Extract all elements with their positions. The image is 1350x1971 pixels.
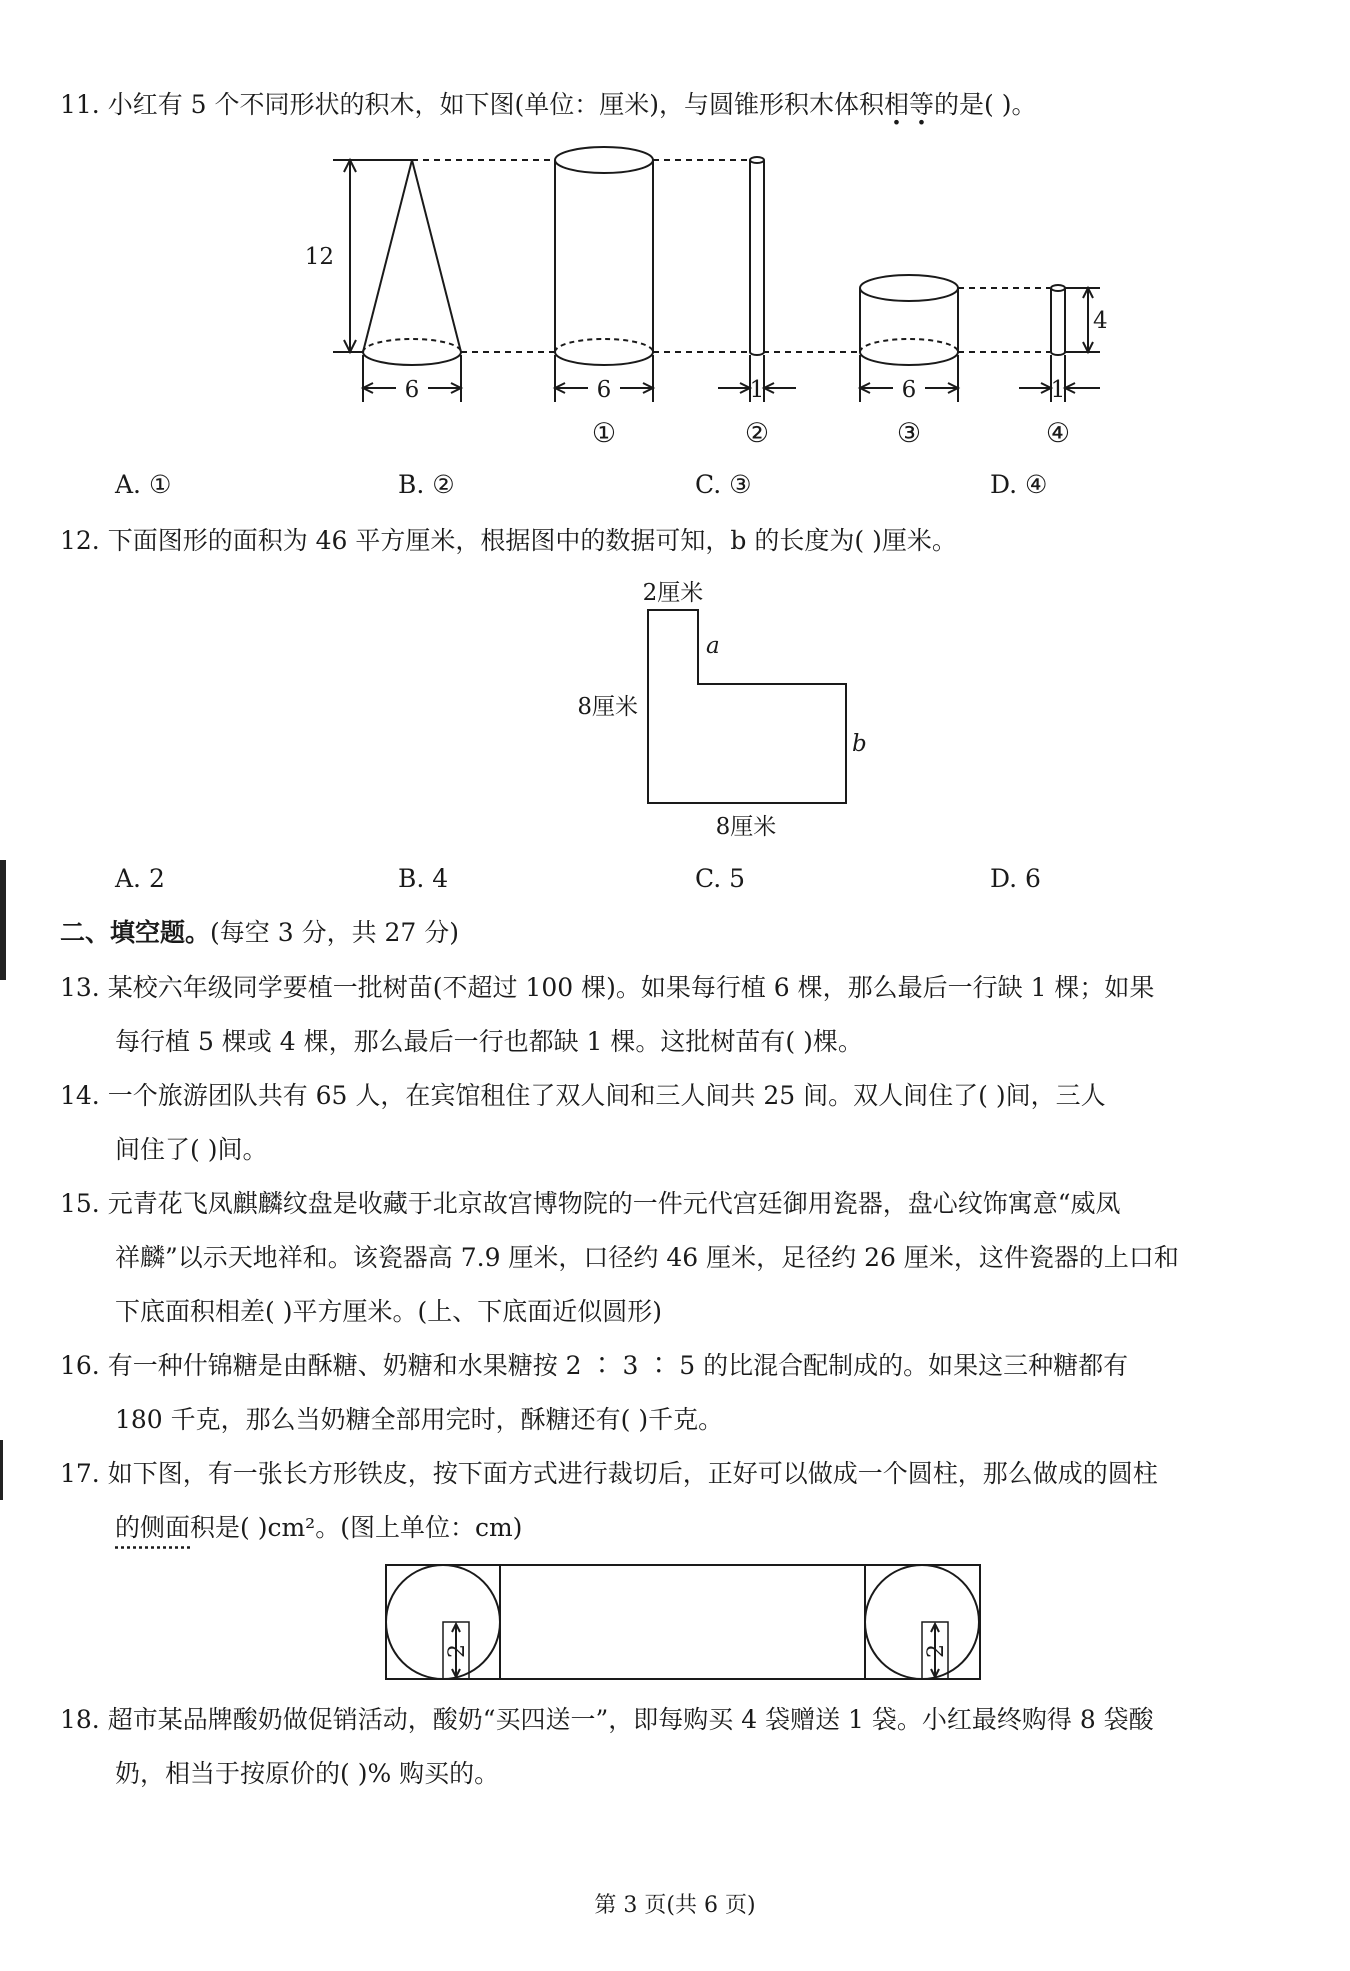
cone-width-label: 6 xyxy=(404,377,420,403)
section-title: 二、填空题。 xyxy=(60,918,211,947)
figure-label-1: ① xyxy=(591,418,617,449)
binding-margin-mark xyxy=(0,1440,3,1500)
radius-label-right: 2 xyxy=(924,1644,949,1658)
emphasis-text: 的侧面 xyxy=(115,1513,191,1542)
figure-label-3: ③ xyxy=(896,418,922,449)
radius-label-left: 2 xyxy=(445,1644,470,1658)
cyl2-width-label: 1 xyxy=(749,377,765,403)
question-16-line-2: 180 千克，那么当奶糖全部用完时，酥糖还有( )千克。 xyxy=(115,1405,724,1434)
q11-option-d: D. ④ xyxy=(990,470,1048,499)
question-15-line-3: 下底面积相差( )平方厘米。(上、下底面近似圆形) xyxy=(115,1297,662,1326)
q11-option-a: A. ① xyxy=(115,470,172,499)
question-18-line-1: 18. 超市某品牌酸奶做促销活动，酸奶“买四送一”，即每购买 4 袋赠送 1 袋。小红最终购得 8 袋酸 xyxy=(60,1705,1154,1734)
q11-option-c: C. ③ xyxy=(695,470,752,499)
cyl4-height-label: 4 xyxy=(1093,308,1108,334)
question-14-line-2: 间住了( )间。 xyxy=(115,1135,268,1164)
q11-figure xyxy=(0,140,1350,460)
label-a: a xyxy=(706,633,720,659)
question-17-line-2 xyxy=(115,1515,522,1540)
question-18-line-2: 奶，相当于按原价的( )% 购买的。 xyxy=(115,1759,500,1788)
cyl4-width-label: 1 xyxy=(1050,377,1066,403)
q11-option-b: B. ② xyxy=(398,470,455,499)
question-text: 11. 小红有 5 个不同形状的积木，如下图(单位：厘米)，与圆锥形积木体积 xyxy=(60,90,885,119)
label-bottom-width: 8厘米 xyxy=(715,814,777,840)
question-17-line-1: 17. 如下图，有一张长方形铁皮，按下面方式进行裁切后，正好可以做成一个圆柱，那么做成的圆柱 xyxy=(60,1459,1158,1488)
cone-height-label: 12 xyxy=(304,244,334,270)
question-16-line-1: 16. 有一种什锦糖是由酥糖、奶糖和水果糖按 2 ∶ 3 ∶ 5 的比混合配制成的。如果这三种糖都有 xyxy=(60,1351,1129,1380)
emphasis-char: 相 xyxy=(884,90,910,119)
q12-figure xyxy=(0,570,1350,850)
q12-option-d: D. 6 xyxy=(990,864,1041,893)
q12-option-a: A. 2 xyxy=(115,864,165,893)
cyl1-width-label: 6 xyxy=(596,377,612,403)
cyl3-width-label: 6 xyxy=(901,377,917,403)
answer-blank: 的是( )。 xyxy=(934,90,1037,119)
question-15-line-1: 15. 元青花飞凤麒麟纹盘是收藏于北京故宫博物院的一件元代宫廷御用瓷器，盘心纹饰寓意“威凤 xyxy=(60,1189,1121,1218)
question-11 xyxy=(60,92,1037,117)
question-13-line-1: 13. 某校六年级同学要植一批树苗(不超过 100 棵)。如果每行植 6 棵，那么最后一行缺 1 棵；如果 xyxy=(60,973,1155,1002)
q12-option-b: B. 4 xyxy=(398,864,449,893)
question-13-line-2: 每行植 5 棵或 4 棵，那么最后一行也都缺 1 棵。这批树苗有( )棵。 xyxy=(115,1027,863,1056)
label-b: b xyxy=(852,731,867,757)
question-text: 积是( )cm²。(图上单位：cm) xyxy=(190,1513,523,1542)
question-15-line-2: 祥麟”以示天地祥和。该瓷器高 7.9 厘米，口径约 46 厘米，足径约 26 厘米，这件瓷器的上口和 xyxy=(115,1243,1179,1272)
section-2-heading xyxy=(60,920,459,945)
emphasis-char: 等 xyxy=(909,90,935,119)
label-left-height: 8厘米 xyxy=(577,694,638,720)
q17-figure xyxy=(0,1555,1350,1685)
figure-label-2: ② xyxy=(744,418,770,449)
binding-margin-mark xyxy=(0,860,6,980)
question-14-line-1: 14. 一个旅游团队共有 65 人，在宾馆租住了双人间和三人间共 25 间。双人间住了( )间，三人 xyxy=(60,1081,1106,1110)
page-number: 第 3 页(共 6 页) xyxy=(594,1893,756,1918)
label-top-width: 2厘米 xyxy=(642,580,704,606)
section-note: (每空 3 分，共 27 分) xyxy=(210,918,460,947)
figure-label-4: ④ xyxy=(1045,418,1071,449)
question-12: 12. 下面图形的面积为 46 平方厘米，根据图中的数据可知，b 的长度为( )厘米。 xyxy=(60,526,957,555)
q12-option-c: C. 5 xyxy=(695,864,746,893)
